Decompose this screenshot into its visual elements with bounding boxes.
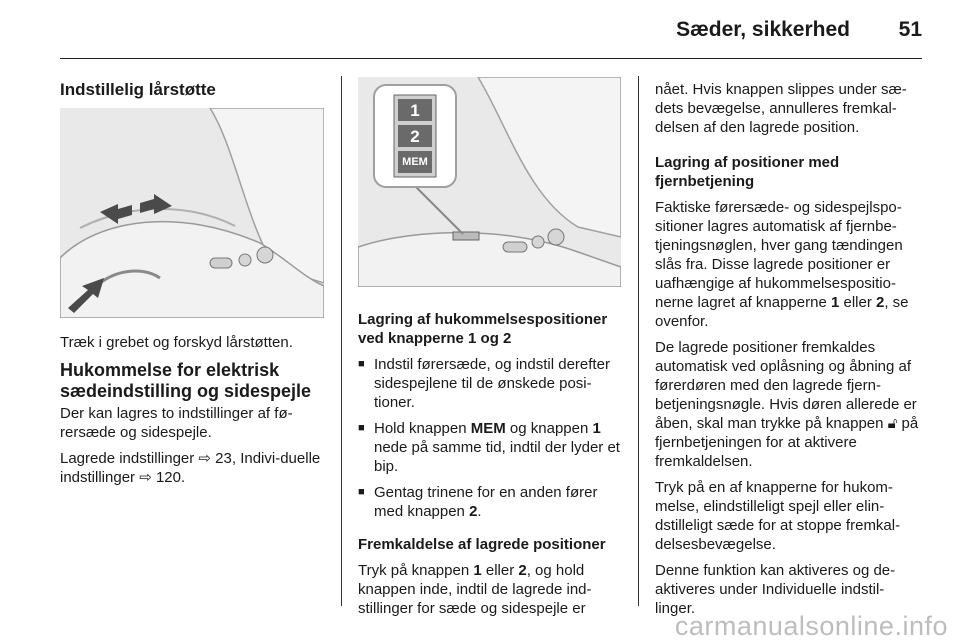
running-header-title: Sæder, sikkerhed bbox=[676, 18, 850, 41]
mem-button-label: MEM bbox=[402, 156, 428, 168]
column-divider bbox=[638, 76, 639, 606]
arrow-reference-icon: ⇨ bbox=[139, 469, 152, 486]
stop-recall-paragraph: Tryk på en af knapperne for hukom-melse, elindstilleligt spejl eller elin-dstilleligt sæde for at stoppe fremkal-delsesbevægelse. bbox=[655, 479, 901, 553]
memory-button-2-label: 2 bbox=[410, 127, 420, 146]
page-reference-link[interactable]: 23 bbox=[215, 450, 232, 467]
subheading-store-memory: Lagring af hukommelsespositioner ved knapperne 1 og 2 bbox=[358, 311, 608, 347]
unlock-icon: 🔓︎ bbox=[887, 415, 898, 432]
seat-cushion-drawing bbox=[60, 108, 324, 318]
column-1 bbox=[60, 80, 328, 99]
auto-recall-paragraph: De lagrede positioner fremkaldes automatisk ved oplåsning og åbning af førerdøren med den lagrede fjern-betjeningsnøgle. Hvis døren allerede er åben, skal man trykke på knappen 🔓︎ på fjernbetjeningen for at aktivere fremkaldelsen. bbox=[655, 339, 919, 470]
list-item: ■ Hold knappen MEM og knappen 1 nede på samme tid, indtil der lyder et bip. bbox=[358, 419, 624, 476]
column-divider bbox=[341, 76, 342, 606]
watermark: carmanualsonline.info bbox=[674, 611, 948, 641]
settings-paragraph: Denne funktion kan aktiveres og de-aktiveres under Individuelle indstil-linger. bbox=[655, 562, 896, 617]
column-2 bbox=[358, 310, 624, 625]
memory-button-1-label: 1 bbox=[410, 101, 420, 120]
column-1-text bbox=[60, 333, 328, 494]
memory-buttons-illustration bbox=[358, 77, 621, 287]
page-number: 51 bbox=[898, 18, 922, 41]
header-rule bbox=[60, 58, 922, 59]
thigh-support-illustration bbox=[60, 108, 324, 318]
recall-continued: nået. Hvis knappen slippes under sæ-dets bevægelse, annulleres fremkal-delsen af den lagrede position. bbox=[655, 81, 907, 136]
subheading-recall: Fremkaldelse af lagrede positioner bbox=[358, 536, 606, 553]
list-item: ■ Indstil førersæde, og indstil derefter sidespejlene til de ønskede posi-tioner. bbox=[358, 355, 624, 412]
arrow-reference-icon: ⇨ bbox=[198, 450, 211, 467]
subheading-remote: Lagring af positioner med fjernbetjening bbox=[655, 154, 840, 190]
list-item: ■ Gentag trinene for en anden fører med knappen 2. bbox=[358, 483, 624, 521]
page-reference-link[interactable]: 120 bbox=[155, 469, 181, 486]
remote-paragraph: Faktiske førersæde- og sidespejlspo-sitioner lagres automatisk af fjernbe-tjeningsnøglen, hver gang tændingen slås fra. Disse lagrede positioner er uafhængige af hukommelsespositio-nerne lagret af knapperne 1 eller 2, se ovenfor. bbox=[655, 199, 909, 330]
memory-heading: Hukommelse for elektrisk sædeindstilling og sidespejle bbox=[60, 360, 312, 401]
illustration-caption: Træk i grebet og forskyd lårstøtten. bbox=[60, 334, 293, 351]
column-3 bbox=[655, 80, 923, 625]
section-title: Indstillelig lårstøtte bbox=[60, 80, 216, 99]
memory-intro: Der kan lagres to indstillinger af fø-rersæde og sidespejle. bbox=[60, 405, 293, 441]
memory-references: Lagrede indstillinger ⇨ 23, Indivi-duelle indstillinger ⇨ 120. bbox=[60, 450, 321, 486]
store-steps-list bbox=[358, 355, 624, 521]
recall-paragraph: Tryk på knappen 1 eller 2, og hold knappen inde, indtil de lagrede ind-stillinger for sæde og sidespejle er bbox=[358, 562, 592, 617]
